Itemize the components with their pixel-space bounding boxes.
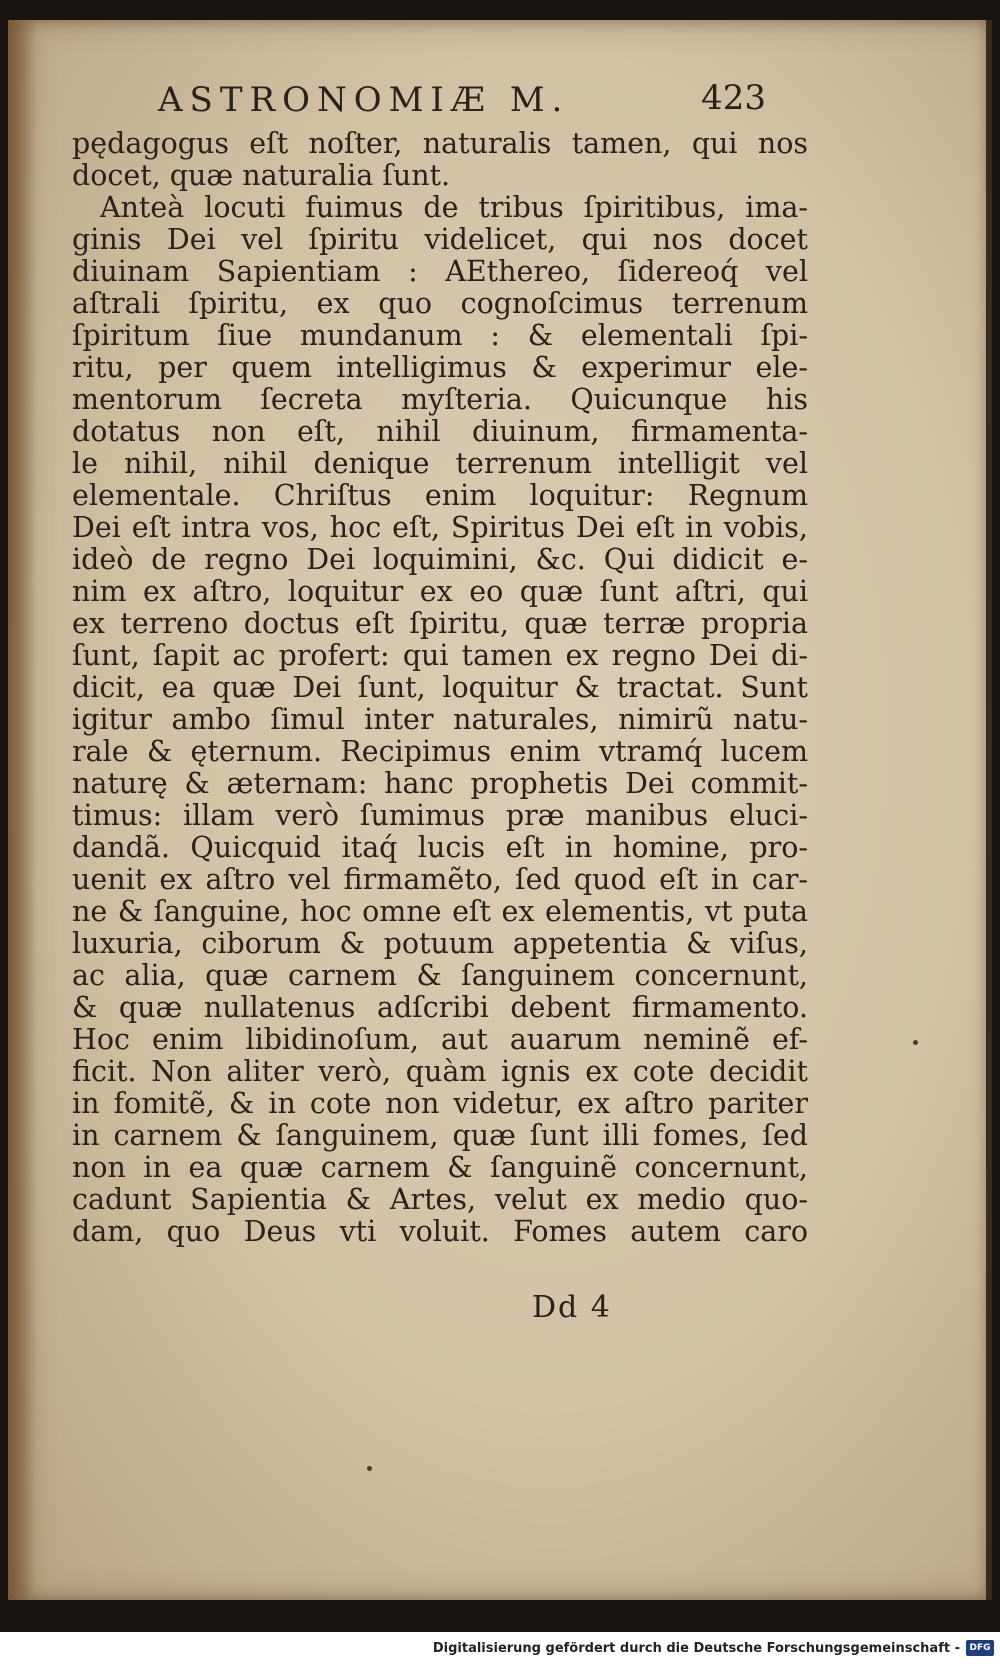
text-line: & quæ nullatenus adſcribi debent firmamento.	[72, 992, 808, 1024]
text-line: diuinam Sapientiam : AEthereo, ſidereoq́ vel	[72, 256, 808, 288]
text-line: dicit, ea quæ Dei ſunt, loquitur & tractat. Sunt	[72, 672, 808, 704]
dfg-logo: DFG	[966, 1640, 994, 1656]
text-line: Dei eſt intra vos, hoc eſt, Spiritus Dei eſt in vobis,	[72, 512, 808, 544]
text-line: ideò de regno Dei loquimini, &c. Qui didicit e-	[72, 544, 808, 576]
text-line: cadunt Sapientia & Artes, velut ex medio quo-	[72, 1184, 808, 1216]
text-line: ginis Dei vel ſpiritu videlicet, qui nos docet	[72, 224, 808, 256]
body-text	[72, 128, 808, 1248]
text-line: dotatus non eſt, nihil diuinum, firmamenta-	[72, 416, 808, 448]
signature-mark: Dd 4	[532, 1290, 612, 1325]
text-line: ne & ſanguine, hoc omne eſt ex elementis, vt puta	[72, 896, 808, 928]
page-edge	[986, 20, 992, 1600]
text-line: luxuria, ciborum & potuum appetentia & viſus,	[72, 928, 808, 960]
ink-speck	[913, 1040, 918, 1045]
text-line: uenit ex aſtro vel firmamẽto, ſed quod eſt in car-	[72, 864, 808, 896]
text-line: ex terreno doctus eſt ſpiritu, quæ terræ propria	[72, 608, 808, 640]
text-line: aſtrali ſpiritu, ex quo cognoſcimus terrenum	[72, 288, 808, 320]
text-line: mentorum ſecreta myſteria. Quicunque his	[72, 384, 808, 416]
page-spine-shadow	[8, 20, 36, 1600]
text-line: timus: illam verò ſumimus præ manibus eluci-	[72, 800, 808, 832]
text-line: pędagogus eſt noſter, naturalis tamen, qui nos	[72, 128, 808, 160]
text-line: non in ea quæ carnem & ſanguinẽ concernunt,	[72, 1152, 808, 1184]
text-line: ficit. Non aliter verò, quàm ignis ex cote decidit	[72, 1056, 808, 1088]
text-line: nim ex aſtro, loquitur ex eo quæ ſunt aſtri, qui	[72, 576, 808, 608]
text-line: dam, quo Deus vti voluit. Fomes autem caro	[72, 1216, 808, 1248]
text-line: ſunt, ſapit ac profert: qui tamen ex regno Dei di-	[72, 640, 808, 672]
text-line: Anteà locuti fuimus de tribus ſpiritibus, ima-	[100, 192, 808, 224]
funding-credit: Digitalisierung gefördert durch die Deutsche Forschungsgemeinschaft -	[432, 1641, 960, 1656]
digitization-footer	[0, 1632, 1000, 1669]
text-line: rale & ęternum. Recipimus enim vtramq́ lucem	[72, 736, 808, 768]
text-line: elementale. Chriſtus enim loquitur: Regnum	[72, 480, 808, 512]
page-header	[146, 66, 786, 126]
ink-speck	[367, 1466, 372, 1471]
text-line: in fomitẽ, & in cote non videtur, ex aſtro pariter	[72, 1088, 808, 1120]
text-line: dandã. Quicquid itaq́ lucis eſt in homine, pro-	[72, 832, 808, 864]
text-line: ſpiritum ſiue mundanum : & elementali ſpi-	[72, 320, 808, 352]
page-number: 423	[701, 78, 766, 118]
text-line: Hoc enim libidinoſum, aut auarum neminẽ ef-	[72, 1024, 808, 1056]
text-line: in carnem & ſanguinem, quæ ſunt illi fomes, ſed	[72, 1120, 808, 1152]
text-line: ac alia, quæ carnem & ſanguinem concernunt,	[72, 960, 808, 992]
text-line: docet, quæ naturalia ſunt.	[72, 160, 451, 192]
text-line: le nihil, nihil denique terrenum intelligit vel	[72, 448, 808, 480]
text-line: igitur ambo ſimul inter naturales, nimirũ natu-	[72, 704, 808, 736]
text-line: ritu, per quem intelligimus & experimur ele-	[72, 352, 808, 384]
running-title: ASTRONOMIÆ M.	[158, 80, 570, 120]
text-line: naturę & æternam: hanc prophetis Dei commit-	[72, 768, 808, 800]
